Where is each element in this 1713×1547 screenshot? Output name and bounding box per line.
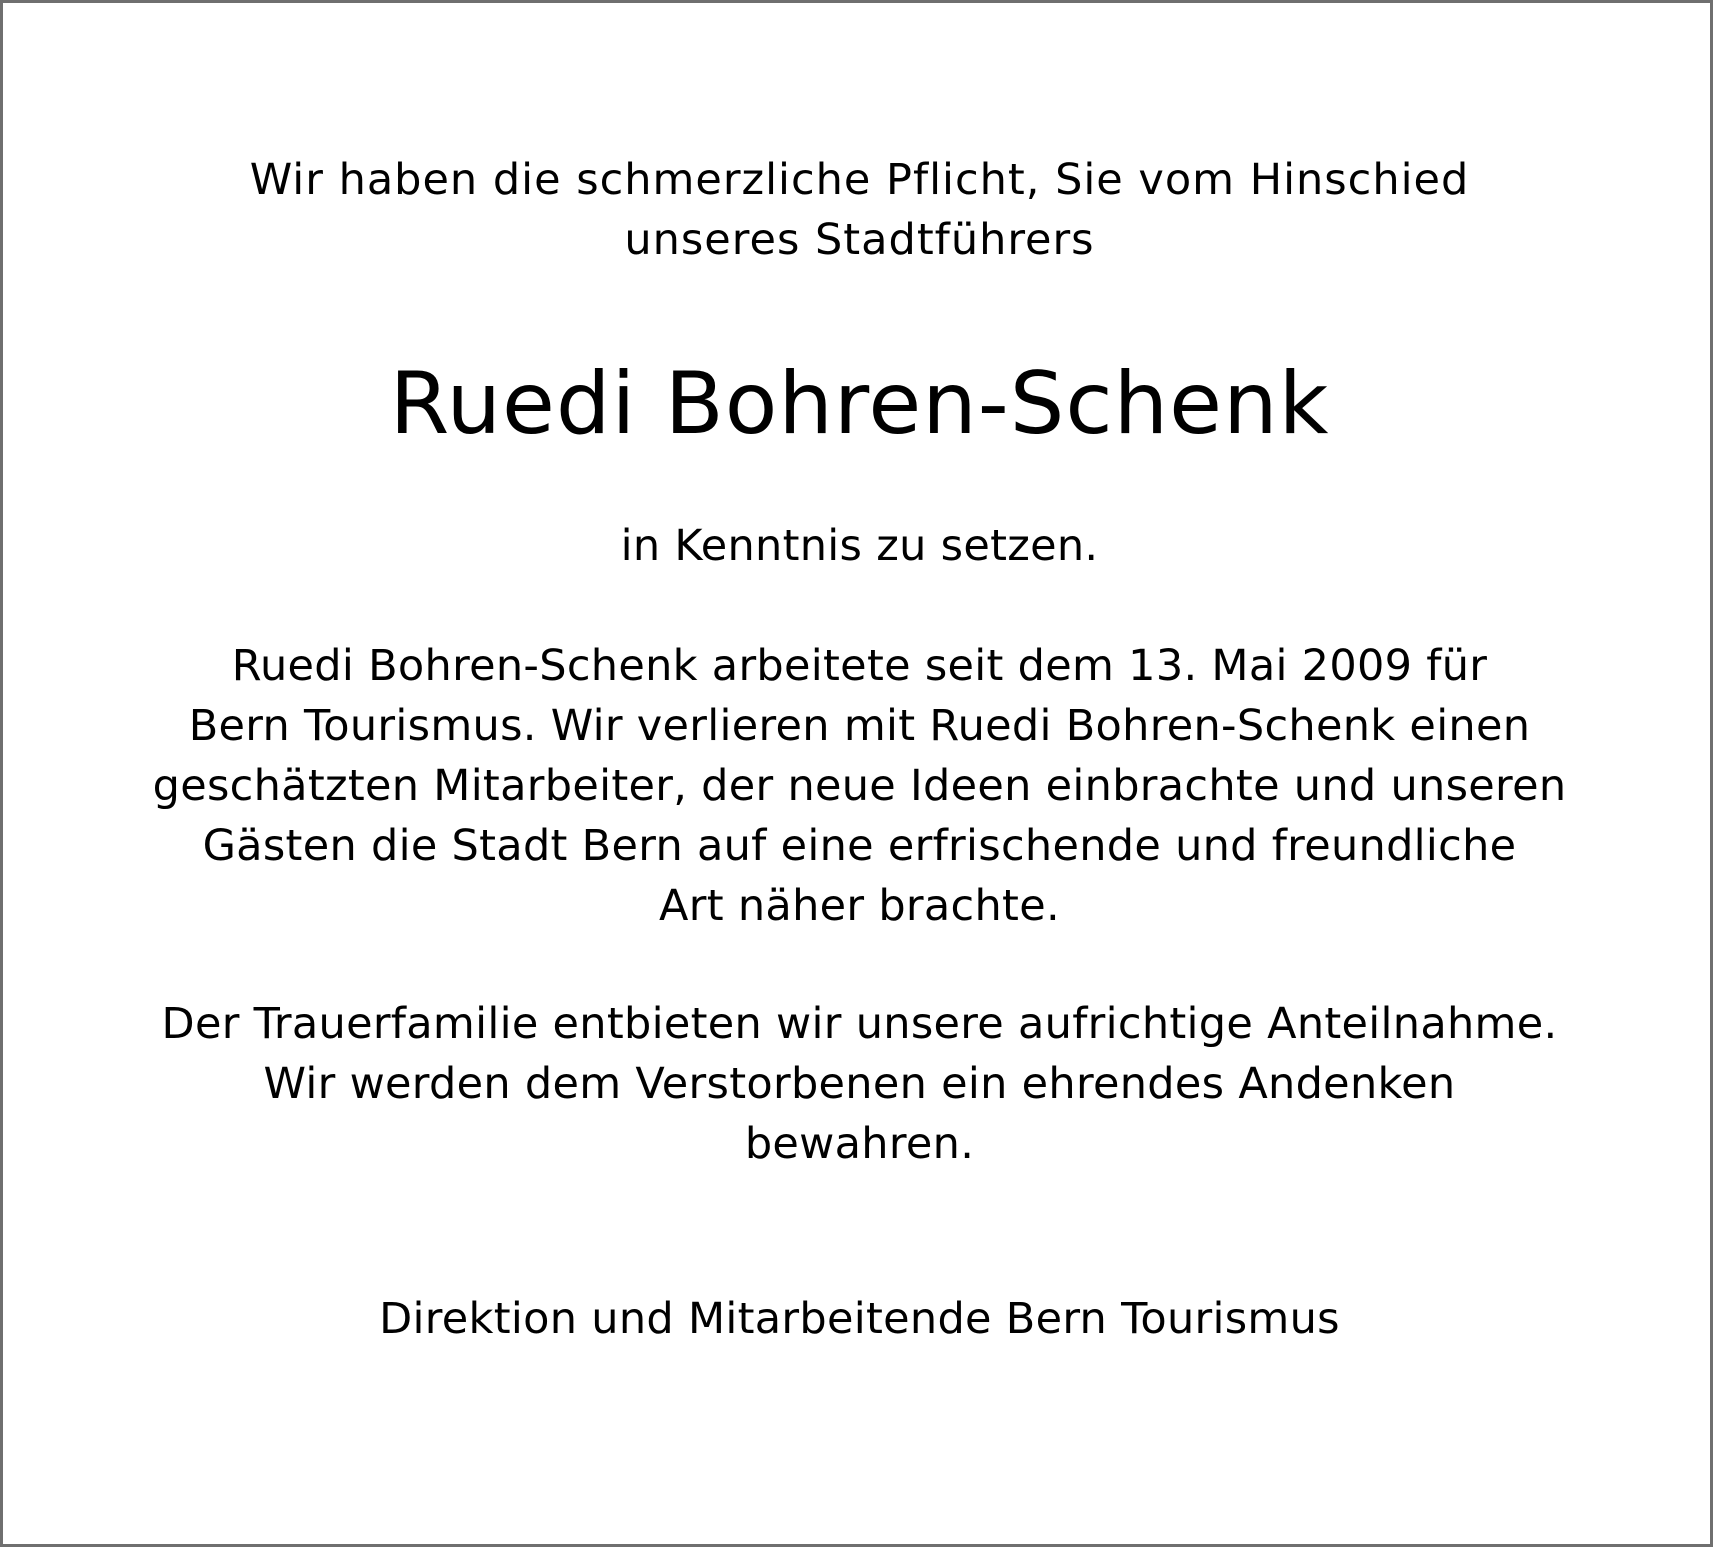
deceased-name: Ruedi Bohren-Schenk [389, 354, 1330, 454]
paragraph1-line-3: geschätzten Mitarbeiter, der neue Ideen einbrachte und unseren [152, 761, 1567, 811]
paragraph1-line-5: Art näher brachte. [659, 881, 1060, 931]
paragraph1-line-4: Gästen die Stadt Bern auf eine erfrischende und freundliche [202, 821, 1517, 871]
paragraph1-line-2: Bern Tourismus. Wir verlieren mit Ruedi Bohren-Schenk einen [188, 701, 1531, 751]
intro-line-1: Wir haben die schmerzliche Pflicht, Sie vom Hinschied [249, 155, 1470, 205]
intro-line-2: unseres Stadtführers [624, 215, 1095, 265]
after-name-line: in Kenntnis zu setzen. [620, 521, 1099, 571]
signature: Direktion und Mitarbeitende Bern Tourismus [379, 1294, 1340, 1344]
paragraph1-line-1: Ruedi Bohren-Schenk arbeitete seit dem 13. Mai 2009 für [231, 641, 1488, 691]
paragraph2-line-3: bewahren. [744, 1119, 975, 1169]
paragraph2-line-1: Der Trauerfamilie entbieten wir unsere aufrichtige Anteilnahme. [161, 999, 1558, 1049]
paragraph2-line-2: Wir werden dem Verstorbenen ein ehrendes Andenken [263, 1059, 1456, 1109]
